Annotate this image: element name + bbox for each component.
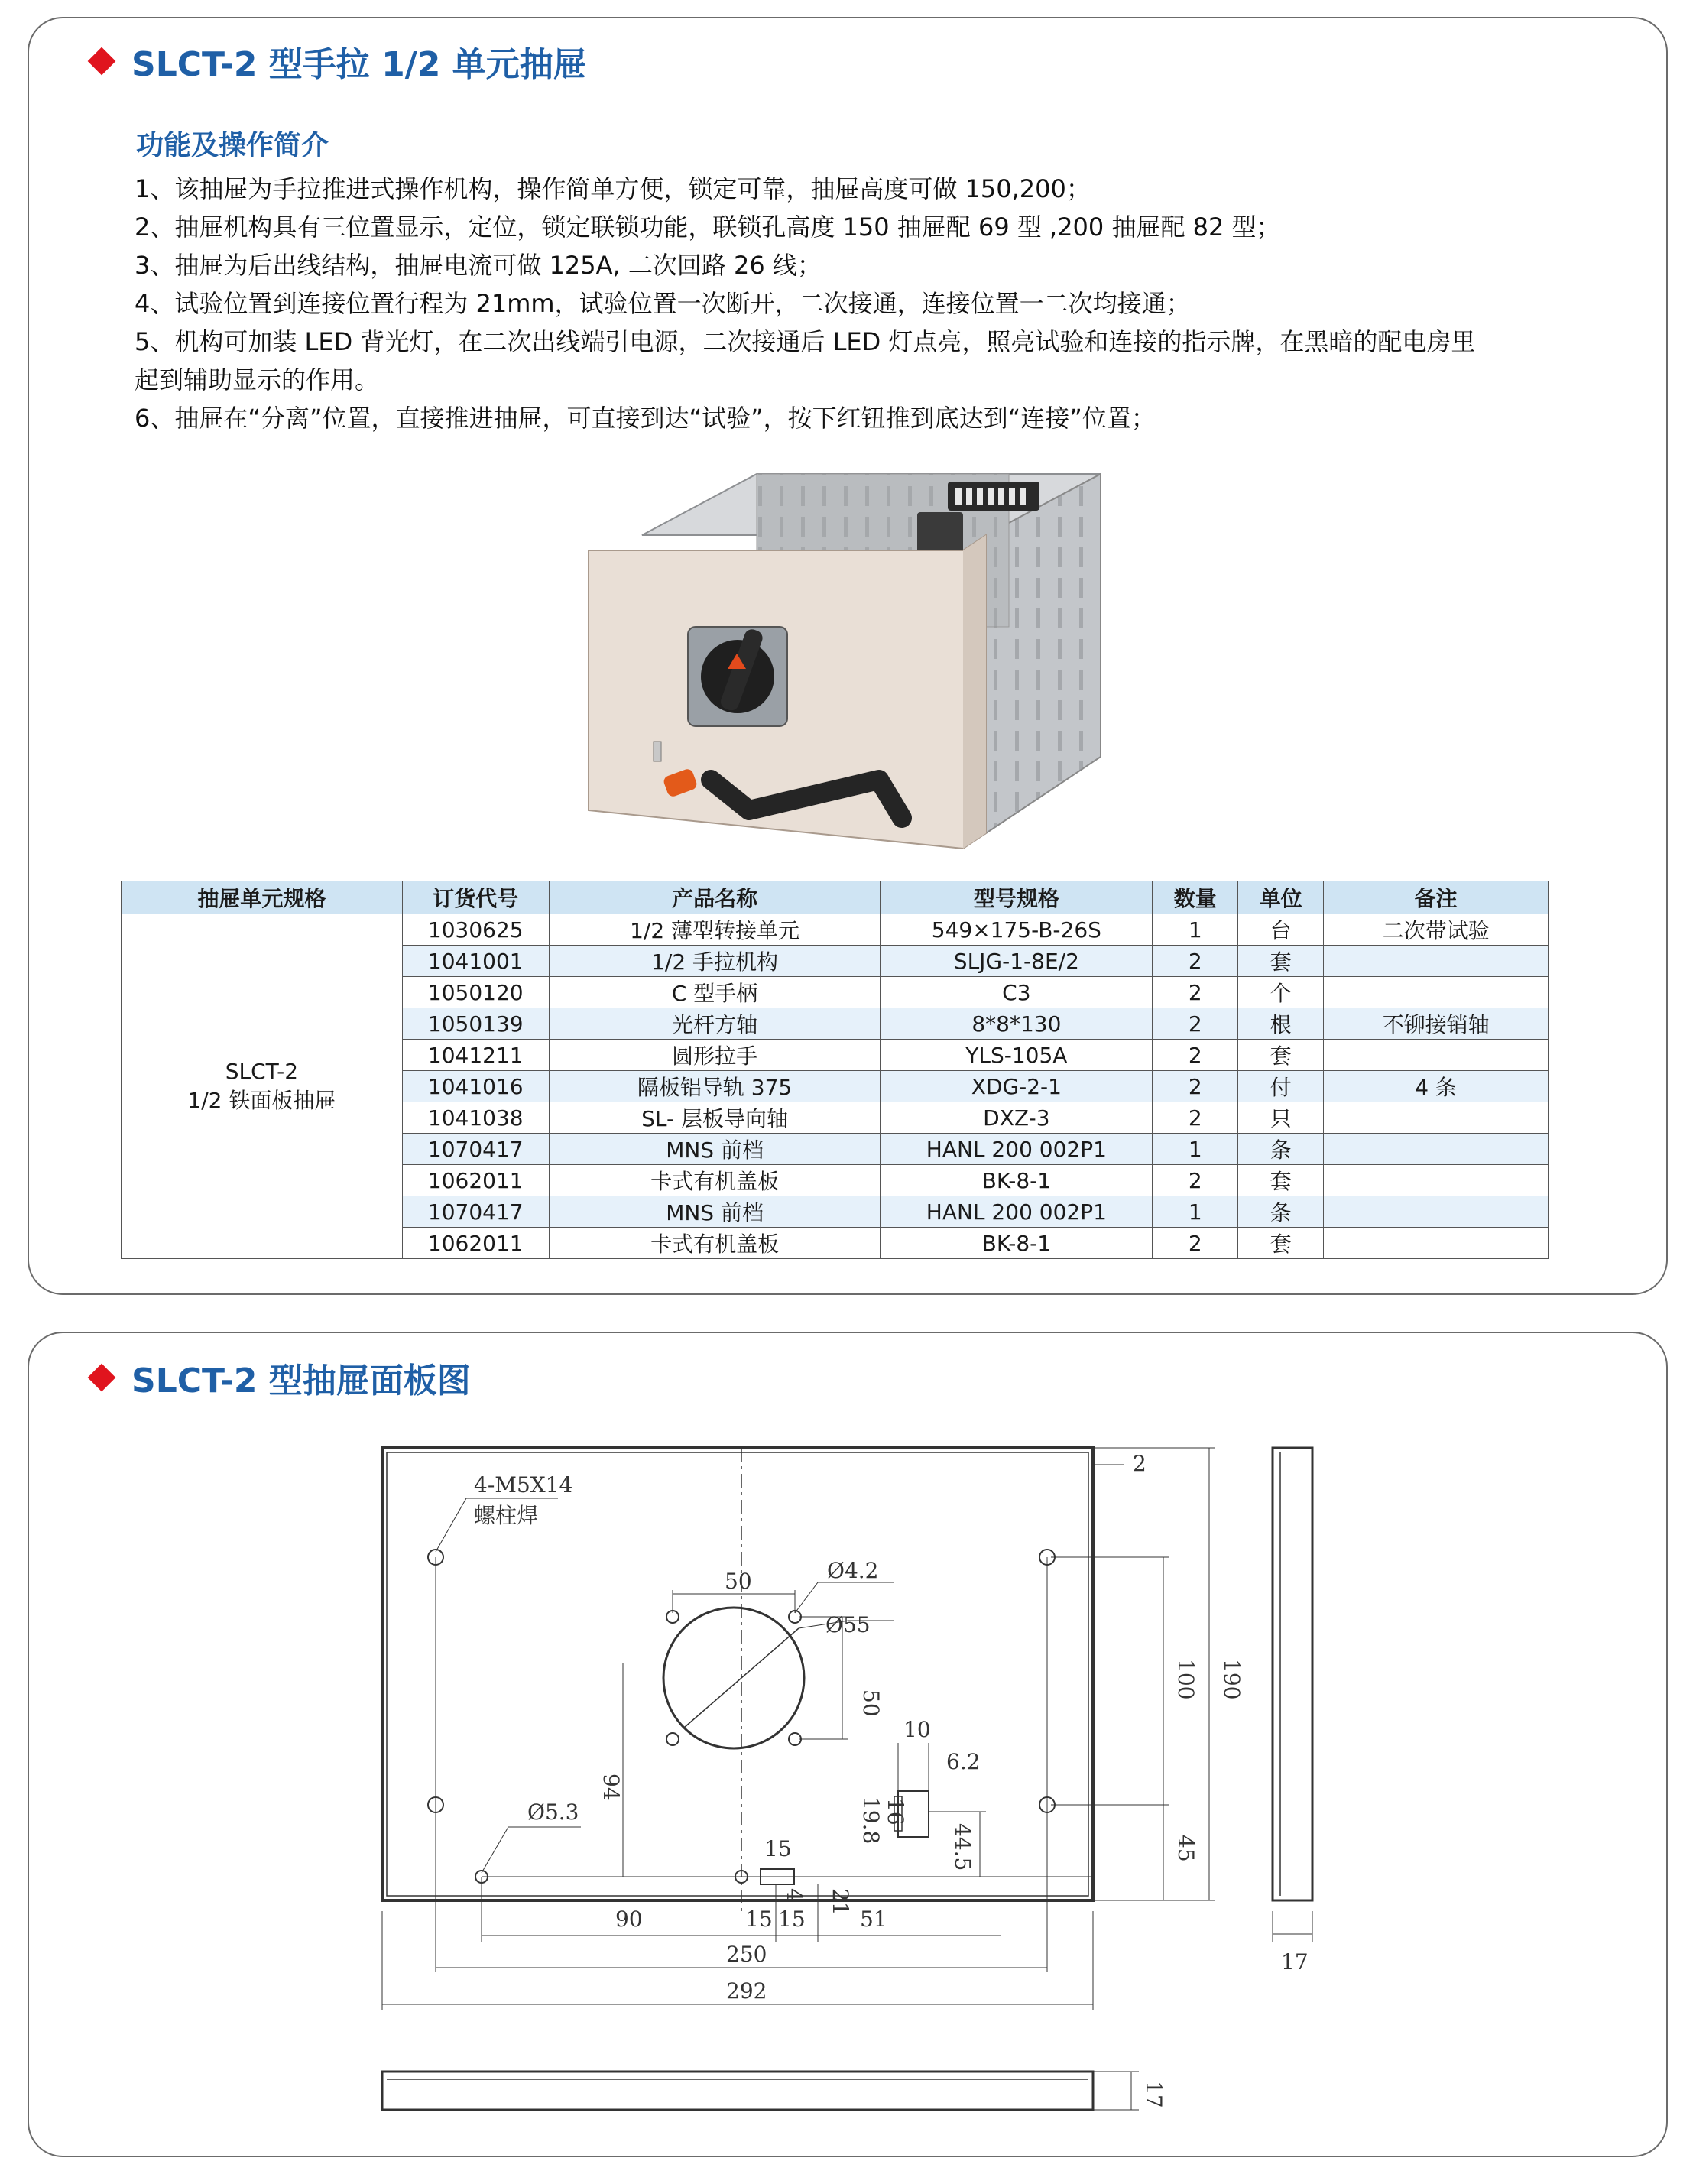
feature-item: 4、试验位置到连接位置行程为 21mm，试验位置一次断开，二次接通，连接位置一二次均接通； [135, 289, 1191, 318]
header-product-name: 产品名称 [549, 881, 881, 914]
cell-unit: 只 [1238, 1102, 1324, 1134]
cell-quantity: 2 [1153, 1228, 1238, 1259]
dim-label: 15 [745, 1907, 773, 1932]
header-remark: 备注 [1324, 881, 1549, 914]
dim-label: Ø5.3 [527, 1799, 579, 1825]
cell-product-name: 1/2 手拉机构 [549, 946, 881, 977]
cell-model: C3 [881, 977, 1153, 1008]
cell-remark [1324, 1040, 1549, 1071]
cell-quantity: 2 [1153, 1071, 1238, 1102]
cell-quantity: 2 [1153, 946, 1238, 977]
cell-model: BK-8-1 [881, 1165, 1153, 1196]
dim-label: 50 [858, 1689, 884, 1717]
cell-order-code: 1062011 [402, 1165, 549, 1196]
spec-cell [122, 914, 403, 1259]
feature-item: 3、抽屉为后出线结构，抽屉电流可做 125A, 二次回路 26 线； [135, 251, 822, 280]
cell-remark [1324, 1134, 1549, 1165]
cell-product-name: 卡式有机盖板 [549, 1165, 881, 1196]
dim-label: 6.2 [946, 1749, 981, 1774]
cell-unit: 付 [1238, 1071, 1324, 1102]
cell-quantity: 2 [1153, 1008, 1238, 1040]
dim-label: 50 [725, 1569, 752, 1594]
cell-unit: 台 [1238, 914, 1324, 946]
cell-unit: 套 [1238, 946, 1324, 977]
header-quantity: 数量 [1153, 881, 1238, 914]
cell-remark: 4 条 [1324, 1071, 1549, 1102]
feature-list [135, 170, 1571, 437]
cell-quantity: 2 [1153, 1040, 1238, 1071]
section-title-text: SLCT-2 型抽屉面板图 [131, 1361, 471, 1400]
header-spec: 抽屉单元规格 [122, 881, 403, 914]
feature-item: 2、抽屉机构具有三位置显示，定位，锁定联锁功能，联锁孔高度 150 抽屉配 69 型 ,200 抽屉配 82 型； [135, 213, 1281, 242]
cell-order-code: 1050139 [402, 1008, 549, 1040]
panel-technical-drawing [359, 1437, 1353, 2140]
dim-label: 190 [1219, 1659, 1244, 1700]
feature-item: 1、该抽屉为手拉推进式操作机构，操作简单方便，锁定可靠，抽屉高度可做 150,200； [135, 174, 1091, 203]
cell-order-code: 1050120 [402, 977, 549, 1008]
cell-product-name: 隔板铝导轨 375 [549, 1071, 881, 1102]
dim-label: 19.8 [858, 1796, 884, 1845]
cell-order-code: 1041001 [402, 946, 549, 977]
screw-type-label: 螺柱焊 [474, 1503, 539, 1528]
bottom-view [382, 2072, 1093, 2110]
cell-model: DXZ-3 [881, 1102, 1153, 1134]
dim-label: 90 [615, 1907, 643, 1932]
cell-model: HANL 200 002P1 [881, 1134, 1153, 1165]
feature-subtitle: 功能及操作简介 [136, 130, 329, 161]
cell-order-code: 1062011 [402, 1228, 549, 1259]
cell-order-code: 1041016 [402, 1071, 549, 1102]
cell-model: XDG-2-1 [881, 1071, 1153, 1102]
cell-model: 549×175-B-26S [881, 914, 1153, 946]
cell-order-code: 1070417 [402, 1134, 549, 1165]
dim-label: 45 [1173, 1835, 1198, 1862]
cell-product-name: MNS 前档 [549, 1196, 881, 1228]
header-unit: 单位 [1238, 881, 1324, 914]
dim-label: 16 [883, 1798, 908, 1825]
cell-model: SLJG-1-8E/2 [881, 946, 1153, 977]
dim-label: Ø55 [825, 1612, 871, 1637]
cell-quantity: 2 [1153, 1165, 1238, 1196]
cell-remark [1324, 1196, 1549, 1228]
cell-product-name: 光杆方轴 [549, 1008, 881, 1040]
cell-unit: 套 [1238, 1040, 1324, 1071]
dim-label: 17 [1281, 1949, 1309, 1975]
parts-table [121, 881, 1549, 1259]
cell-remark: 不铆接销轴 [1324, 1008, 1549, 1040]
cell-product-name: C 型手柄 [549, 977, 881, 1008]
dim-label: 15 [778, 1907, 806, 1932]
dim-label: 4 [782, 1888, 807, 1902]
cell-quantity: 1 [1153, 1196, 1238, 1228]
dim-label: 94 [598, 1773, 624, 1801]
section-title-text: SLCT-2 型手拉 1/2 单元抽屉 [131, 45, 587, 84]
cell-product-name: 1/2 薄型转接单元 [549, 914, 881, 946]
cell-remark: 二次带试验 [1324, 914, 1549, 946]
section-title-1 [92, 37, 587, 86]
cell-remark [1324, 1228, 1549, 1259]
cell-quantity: 1 [1153, 1134, 1238, 1165]
cell-order-code: 1030625 [402, 914, 549, 946]
spec-line-1: SLCT-2 [225, 1059, 299, 1084]
dim-label: 250 [726, 1942, 767, 1967]
spec-line-2: 1/2 铁面板抽屉 [187, 1088, 336, 1113]
cell-remark [1324, 1165, 1549, 1196]
cell-unit: 套 [1238, 1165, 1324, 1196]
diamond-bullet-icon [88, 47, 116, 76]
dim-label: 15 [764, 1836, 792, 1861]
side-view [1273, 1448, 1312, 1900]
cell-remark [1324, 1102, 1549, 1134]
cell-model: YLS-105A [881, 1040, 1153, 1071]
cell-order-code: 1041038 [402, 1102, 549, 1134]
dim-label: 21 [828, 1888, 853, 1916]
cell-product-name: 卡式有机盖板 [549, 1228, 881, 1259]
dim-label: 2 [1133, 1451, 1147, 1476]
table-header-row [122, 881, 1549, 914]
dim-label: 10 [903, 1717, 931, 1742]
cell-remark [1324, 977, 1549, 1008]
dim-label: 100 [1173, 1659, 1198, 1700]
cell-model: HANL 200 002P1 [881, 1196, 1153, 1228]
cell-model: 8*8*130 [881, 1008, 1153, 1040]
dim-label: 51 [860, 1907, 887, 1932]
dim-label: Ø4.2 [827, 1558, 879, 1583]
drawer-unit-photo [581, 451, 1116, 864]
cell-unit: 个 [1238, 977, 1324, 1008]
diamond-bullet-icon [88, 1364, 116, 1392]
cell-quantity: 2 [1153, 977, 1238, 1008]
cell-unit: 条 [1238, 1134, 1324, 1165]
cell-product-name: 圆形拉手 [549, 1040, 881, 1071]
cell-unit: 套 [1238, 1228, 1324, 1259]
cell-product-name: MNS 前档 [549, 1134, 881, 1165]
feature-item: 起到辅助显示的作用。 [135, 365, 380, 394]
cell-quantity: 1 [1153, 914, 1238, 946]
cell-model: BK-8-1 [881, 1228, 1153, 1259]
cell-order-code: 1070417 [402, 1196, 549, 1228]
cell-unit: 条 [1238, 1196, 1324, 1228]
table-row [122, 914, 1549, 946]
cell-order-code: 1041211 [402, 1040, 549, 1071]
section-title-2 [92, 1353, 471, 1402]
header-model: 型号规格 [881, 881, 1153, 914]
feature-item: 5、机构可加装 LED 背光灯，在二次出线端引电源，二次接通后 LED 灯点亮，照亮试验和连接的指示牌，在黑暗的配电房里 [135, 327, 1476, 356]
cell-unit: 根 [1238, 1008, 1324, 1040]
dim-label: 17 [1141, 2081, 1166, 2108]
cell-remark [1324, 946, 1549, 977]
dim-label: 44.5 [950, 1823, 975, 1871]
cell-quantity: 2 [1153, 1102, 1238, 1134]
header-order-code: 订货代号 [402, 881, 549, 914]
screw-label: 4-M5X14 [474, 1472, 573, 1498]
cell-product-name: SL- 层板导向轴 [549, 1102, 881, 1134]
dim-label: 292 [726, 1978, 767, 2004]
feature-item: 6、抽屉在“分离”位置，直接推进抽屉，可直接到达“试验”，按下红钮推到底达到“连接”位置； [135, 404, 1156, 433]
